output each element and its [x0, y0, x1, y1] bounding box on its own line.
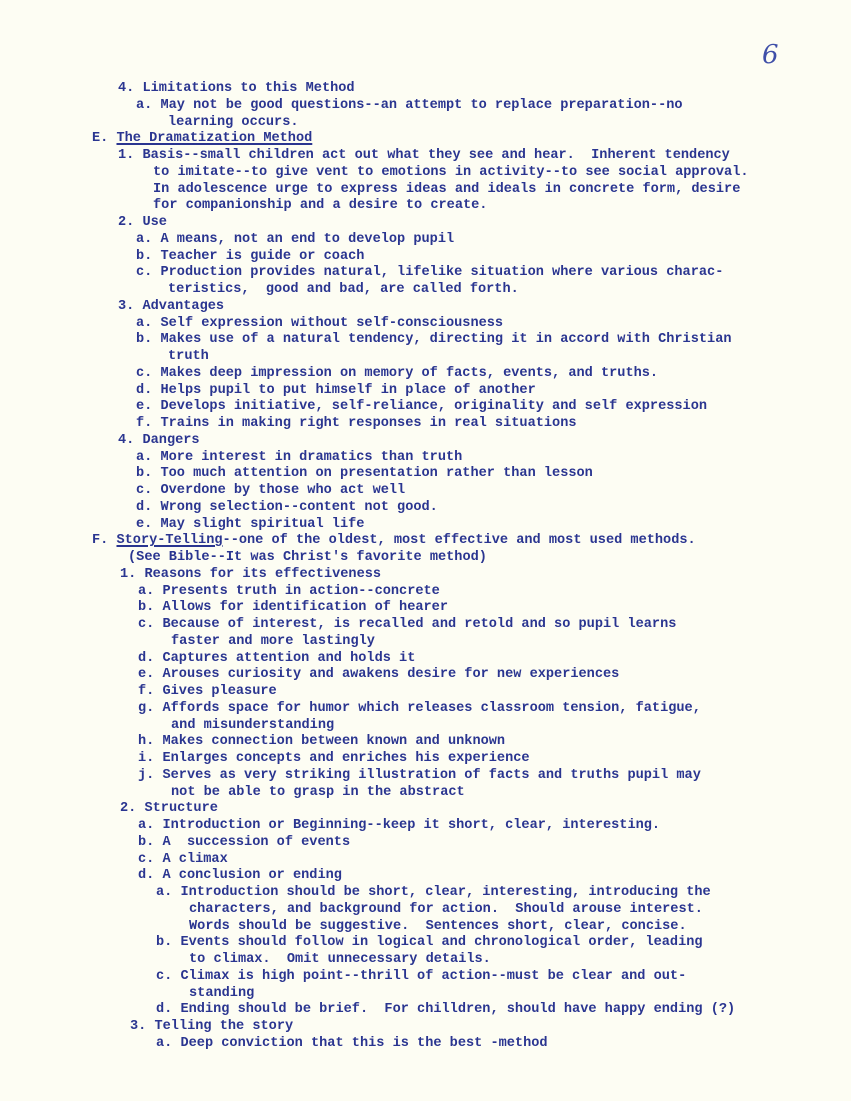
line-text: i. Enlarges concepts and enriches his experience — [138, 751, 530, 766]
outline-line — [0, 969, 851, 986]
outline-line — [0, 1036, 851, 1053]
outline-line — [0, 517, 851, 534]
page-number: 6 — [762, 40, 779, 70]
outline-line — [0, 198, 851, 215]
outline-line — [0, 483, 851, 500]
line-text: b. Allows for identification of hearer — [138, 600, 448, 616]
outline-line — [0, 667, 851, 684]
outline-line — [0, 316, 851, 333]
outline-line — [0, 952, 851, 969]
line-text: d. Captures attention and holds it — [138, 650, 416, 666]
line-text: In adolescence urge to express ideas and ideals in concrete form, desire — [153, 181, 741, 197]
outline-line — [0, 584, 851, 601]
line-text: Words should be suggestive. Sentences short, clear, concise. — [189, 918, 687, 934]
line-text: d. Ending should be brief. For chilldren, should have happy ending (?) — [156, 1002, 736, 1018]
line-text: b. Too much attention on presentation rather than lesson — [136, 466, 593, 482]
outline-line — [0, 801, 851, 818]
outline-line — [0, 885, 851, 902]
line-text: teristics, good and bad, are called forth. — [168, 282, 519, 297]
outline-line — [0, 148, 851, 165]
line-text: (See Bible--It was Christ's favorite method) — [128, 550, 487, 565]
line-text: standing — [189, 985, 255, 1001]
line-text: a. Introduction should be short, clear, interesting, introducing the — [156, 885, 711, 900]
line-text: a. A means, not an end to develop pupil — [136, 231, 455, 247]
outline-line — [0, 500, 851, 517]
line-text: c. A climax — [138, 851, 228, 867]
outline-line — [0, 986, 851, 1003]
section-heading: The Dramatization Method — [116, 131, 313, 147]
outline-line — [0, 98, 851, 115]
line-text: characters, and background for action. Should arouse interest. — [189, 901, 703, 917]
outline-line — [0, 785, 851, 802]
line-text: a. More interest in dramatics than truth — [136, 449, 463, 465]
line-text: a. Presents truth in action--concrete — [138, 583, 440, 599]
outline-line — [0, 651, 851, 668]
outline-line — [0, 81, 851, 98]
line-text: b. Events should follow in logical and chronological order, leading — [156, 935, 703, 951]
line-text: 1. Basis--small children act out what they see and hear. Inherent tendency — [118, 148, 730, 163]
line-text: j. Serves as very striking illustration of facts and truths pupil may — [138, 767, 701, 783]
outline-line — [0, 232, 851, 249]
section-heading: Story-Telling — [116, 533, 223, 549]
outline-line — [0, 600, 851, 617]
outline-line — [0, 734, 851, 751]
line-text: a. May not be good questions--an attempt to replace preparation--no — [136, 97, 683, 113]
line-text: b. A succession of events — [138, 834, 351, 850]
line-text: a. Introduction or Beginning--keep it short, clear, interesting. — [138, 818, 661, 833]
line-text: a. Self expression without self-consciousness — [136, 315, 504, 331]
line-text: a. Deep conviction that this is the best -method — [156, 1035, 548, 1051]
section-letter: E. — [92, 131, 117, 147]
outline-line — [0, 902, 851, 919]
outline-line — [0, 115, 851, 132]
line-text: c. Overdone by those who act well — [136, 483, 406, 498]
line-text: 1. Reasons for its effectiveness — [120, 566, 382, 582]
outline-line — [0, 751, 851, 768]
outline-line — [0, 868, 851, 885]
line-text: d. Helps pupil to put himself in place of another — [136, 382, 536, 398]
line-text: not be able to grasp in the abstract — [171, 784, 465, 800]
line-text: faster and more lastingly — [171, 633, 375, 649]
line-text: f. Trains in making right responses in real situations — [136, 416, 577, 431]
outline-line — [0, 818, 851, 835]
line-text: b. Teacher is guide or coach — [136, 248, 365, 264]
line-text: to imitate--to give vent to emotions in activity--to see social approval. — [153, 164, 749, 180]
outline-line — [0, 249, 851, 266]
section-letter: F. — [92, 533, 117, 549]
outline-line — [0, 617, 851, 634]
outline-line — [0, 366, 851, 383]
outline-line — [0, 265, 851, 282]
line-text: d. Wrong selection--content not good. — [136, 499, 438, 515]
outline-line — [0, 634, 851, 651]
outline-line — [0, 131, 851, 148]
line-text: truth — [168, 349, 209, 364]
line-text: and misunderstanding — [171, 717, 335, 733]
line-text: learning occurs. — [168, 114, 299, 130]
outline-line — [0, 852, 851, 869]
outline-line — [0, 919, 851, 936]
outline-line — [0, 215, 851, 232]
outline-line — [0, 282, 851, 299]
outline-line — [0, 332, 851, 349]
outline-text — [0, 81, 851, 1053]
line-text: 2. Use — [118, 215, 167, 230]
line-text: c. Makes deep impression on memory of facts, events, and truths. — [136, 365, 659, 381]
outline-line — [0, 684, 851, 701]
line-text: 3. Advantages — [118, 298, 225, 314]
line-text: --one of the oldest, most effective and most used methods. — [222, 533, 696, 549]
outline-line — [0, 450, 851, 467]
outline-line — [0, 935, 851, 952]
line-text: 3. Telling the story — [130, 1019, 294, 1034]
line-text: f. Gives pleasure — [138, 684, 277, 699]
outline-line — [0, 299, 851, 316]
outline-line — [0, 701, 851, 718]
line-text: e. Develops initiative, self-reliance, originality and self expression — [136, 399, 708, 415]
line-text: e. May slight spiritual life — [136, 516, 365, 532]
outline-line — [0, 165, 851, 182]
line-text: e. Arouses curiosity and awakens desire for new experiences — [138, 667, 620, 683]
line-text: d. A conclusion or ending — [138, 868, 342, 884]
outline-line — [0, 1019, 851, 1036]
line-text: to climax. Omit unnecessary details. — [189, 952, 491, 967]
line-text: b. Makes use of a natural tendency, directing it in accord with Christian — [136, 332, 732, 348]
outline-line — [0, 466, 851, 483]
outline-line — [0, 182, 851, 199]
line-text: 2. Structure — [120, 801, 218, 817]
line-text: g. Affords space for humor which releases classroom tension, fatigue, — [138, 700, 701, 716]
outline-line — [0, 1002, 851, 1019]
line-text: h. Makes connection between known and unknown — [138, 734, 506, 750]
outline-line — [0, 433, 851, 450]
outline-line — [0, 416, 851, 433]
outline-line — [0, 567, 851, 584]
outline-line — [0, 550, 851, 567]
line-text: for companionship and a desire to create. — [153, 198, 488, 214]
line-text: 4. Limitations to this Method — [118, 81, 355, 96]
line-text: c. Climax is high point--thrill of action--must be clear and out- — [156, 968, 687, 984]
outline-line — [0, 768, 851, 785]
outline-line — [0, 533, 851, 550]
line-text: 4. Dangers — [118, 432, 200, 448]
outline-line — [0, 349, 851, 366]
outline-line — [0, 835, 851, 852]
outline-line — [0, 383, 851, 400]
outline-line — [0, 399, 851, 416]
outline-line — [0, 718, 851, 735]
line-text: c. Because of interest, is recalled and retold and so pupil learns — [138, 617, 677, 632]
line-text: c. Production provides natural, lifelike situation where various charac- — [136, 265, 724, 281]
